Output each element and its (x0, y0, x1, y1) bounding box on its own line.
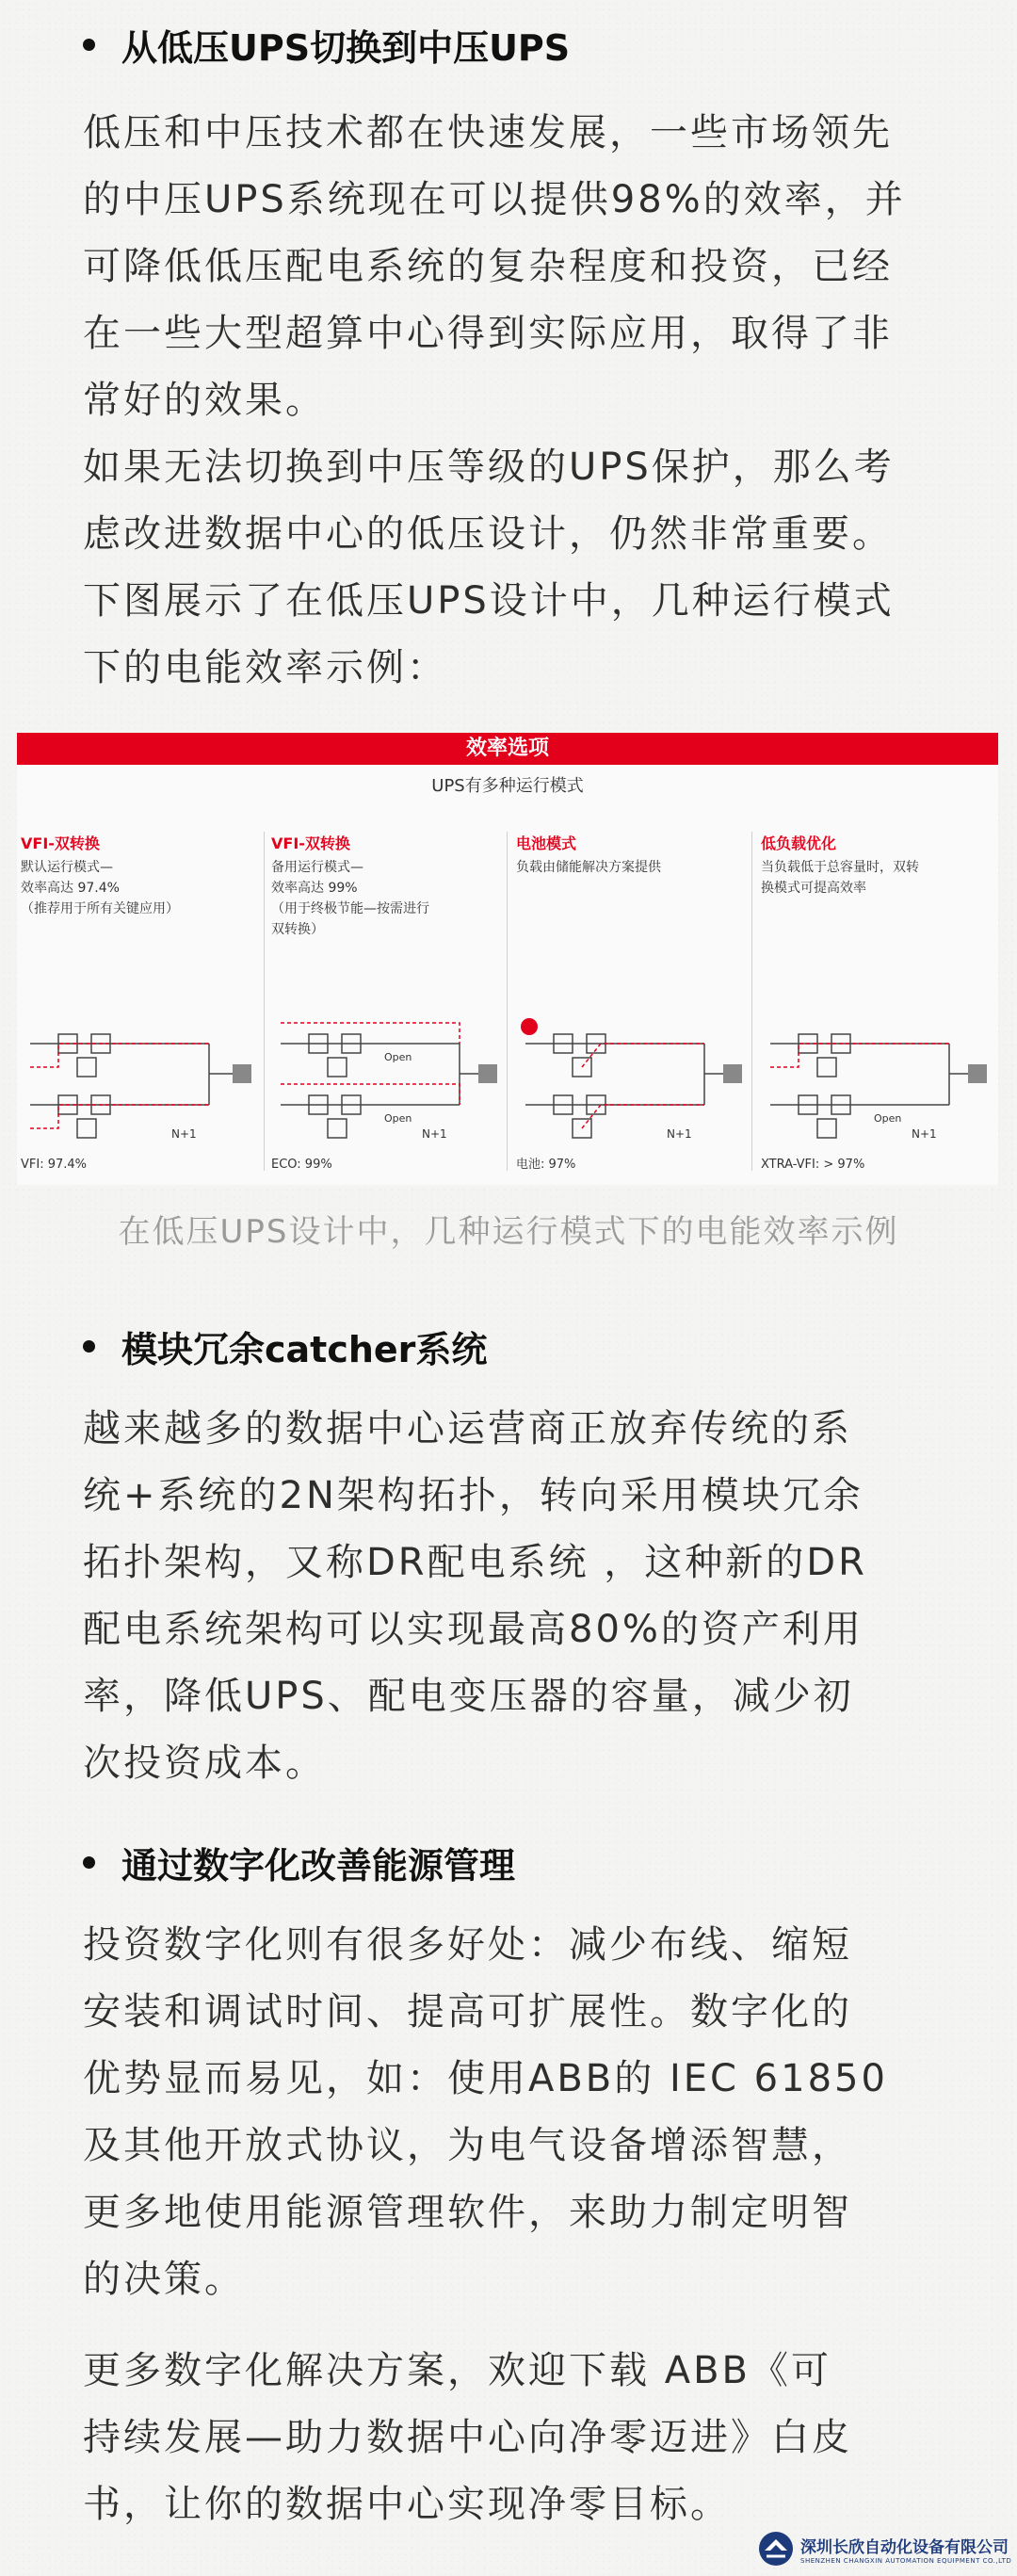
n1-label: N+1 (171, 1127, 197, 1141)
text-line: 书，让你的数据中心实现净零目标。 (83, 2483, 731, 2526)
text-line: 投资数字化则有很多好处：减少布线、缩短 (83, 1923, 852, 1967)
text-line: 常好的效果。 (83, 379, 326, 422)
load-icon (723, 1064, 742, 1083)
company-watermark (757, 2530, 1011, 2568)
text-line: 低压和中压技术都在快速发展，一些市场领先 (83, 111, 893, 154)
closing-paragraph (83, 2338, 949, 2538)
text-line: 配电系统架构可以实现最高80%的资产利用 (83, 1608, 864, 1651)
column-divider (507, 832, 508, 1171)
section-title-text: 通过数字化改善能源管理 (121, 1845, 516, 1887)
figure-banner: 效率选项 (17, 733, 998, 765)
mode-description: 默认运行模式— 效率高达 97.4% （推荐用于所有关键应用） (21, 860, 179, 916)
section2-body (83, 1396, 949, 1797)
company-logo-icon (757, 2530, 795, 2568)
text-line: 统+系统的2N架构拓扑，转向采用模块冗余 (83, 1474, 864, 1517)
mode-column-eco (271, 832, 502, 1175)
ups-circuit-diagram (761, 1015, 992, 1142)
section-title-text: 模块冗余catcher系统 (121, 1329, 488, 1370)
text-line: 如果无法切换到中压等级的UPS保护，那么考 (83, 446, 895, 489)
text-line: 可降低低压配电系统的复杂程度和投资，已经 (83, 245, 893, 288)
mode-column-vfi (21, 832, 256, 1175)
column-divider (751, 832, 752, 1171)
company-name-cn: 深圳长欣自动化设备有限公司 (800, 2537, 1009, 2557)
open-label: Open (384, 1051, 412, 1063)
load-icon (478, 1064, 497, 1083)
text-line: 次投资成本。 (83, 1742, 326, 1785)
section1-body (83, 100, 949, 702)
text-line: 越来越多的数据中心运营商正放弃传统的系 (83, 1407, 852, 1450)
n1-label: N+1 (912, 1127, 937, 1141)
n1-label: N+1 (422, 1127, 447, 1141)
text-line: 的中压UPS系统现在可以提供98%的效率，并 (83, 178, 906, 221)
text-line: 更多数字化解决方案，欢迎下载 ABB《可 (83, 2349, 831, 2392)
ups-circuit-diagram (516, 1015, 747, 1142)
text-line: 虑改进数据中心的低压设计，仍然非常重要。 (83, 512, 893, 556)
open-label: Open (384, 1112, 412, 1125)
load-icon (968, 1064, 987, 1083)
mode-title: VFI-双转换 (21, 834, 100, 852)
text-line: 安装和调试时间、提高可扩展性。数字化的 (83, 1990, 852, 2033)
efficiency-value: XTRA-VFI: > 97% (761, 1158, 865, 1172)
text-line: 下的电能效率示例： (83, 646, 447, 689)
mode-description: 当负载低于总容量时，双转 换模式可提高效率 (761, 860, 919, 896)
mode-description: 备用运行模式— 效率高达 99% （用于终极节能—按需进行 双转换） (271, 860, 429, 937)
figure-caption: 在低压UPS设计中，几种运行模式下的电能效率示例 (118, 1213, 899, 1251)
battery-alert-icon (521, 1018, 538, 1035)
figure-subtitle: UPS有多种运行模式 (431, 776, 584, 796)
text-line: 在一些大型超算中心得到实际应用，取得了非 (83, 312, 893, 355)
text-line: 下图展示了在低压UPS设计中，几种运行模式 (83, 579, 895, 623)
load-icon (233, 1064, 251, 1083)
section-title-modular-redundancy (83, 1320, 487, 1372)
efficiency-value: VFI: 97.4% (21, 1158, 88, 1172)
company-name-en: SHENZHEN CHANGXIN AUTOMATION EQUIPMENT CO.,LTD (800, 2556, 1012, 2565)
bullet-icon (83, 39, 95, 51)
section-title-digital-energy (83, 1837, 515, 1888)
mode-title: VFI-双转换 (271, 834, 350, 852)
mode-column-xtra-vfi (761, 832, 992, 1175)
efficiency-options-figure (17, 733, 998, 1185)
efficiency-value: ECO: 99% (271, 1158, 332, 1172)
text-line: 更多地使用能源管理软件，来助力制定明智 (83, 2191, 852, 2234)
column-divider (264, 832, 265, 1171)
mode-title: 低负载优化 (761, 834, 837, 852)
text-line: 持续发展—助力数据中心向净零迈进》白皮 (83, 2416, 852, 2459)
section3-body (83, 1912, 949, 2313)
text-line: 率，降低UPS、配电变压器的容量，减少初 (83, 1675, 854, 1718)
text-line: 及其他开放式协议，为电气设备增添智慧， (83, 2124, 852, 2167)
text-line: 拓扑架构，又称DR配电系统 ，这种新的DR (83, 1541, 867, 1584)
mode-title: 电池模式 (516, 834, 577, 852)
ups-circuit-diagram (21, 1015, 256, 1142)
bullet-icon (83, 1340, 95, 1353)
efficiency-value: 电池: 97% (516, 1158, 576, 1172)
section-title-text: 从低压UPS切换到中压UPS (121, 27, 571, 69)
mode-column-battery (516, 832, 747, 1175)
n1-label: N+1 (667, 1127, 692, 1141)
ups-circuit-diagram (271, 1015, 502, 1142)
bullet-icon (83, 1856, 95, 1869)
open-label: Open (874, 1112, 902, 1125)
mode-description: 负载由储能解决方案提供 (516, 860, 661, 875)
section-title-mv-ups (83, 19, 570, 71)
text-line: 的决策。 (83, 2258, 245, 2301)
text-line: 优势显而易见，如：使用ABB的 IEC 61850 (83, 2057, 888, 2100)
